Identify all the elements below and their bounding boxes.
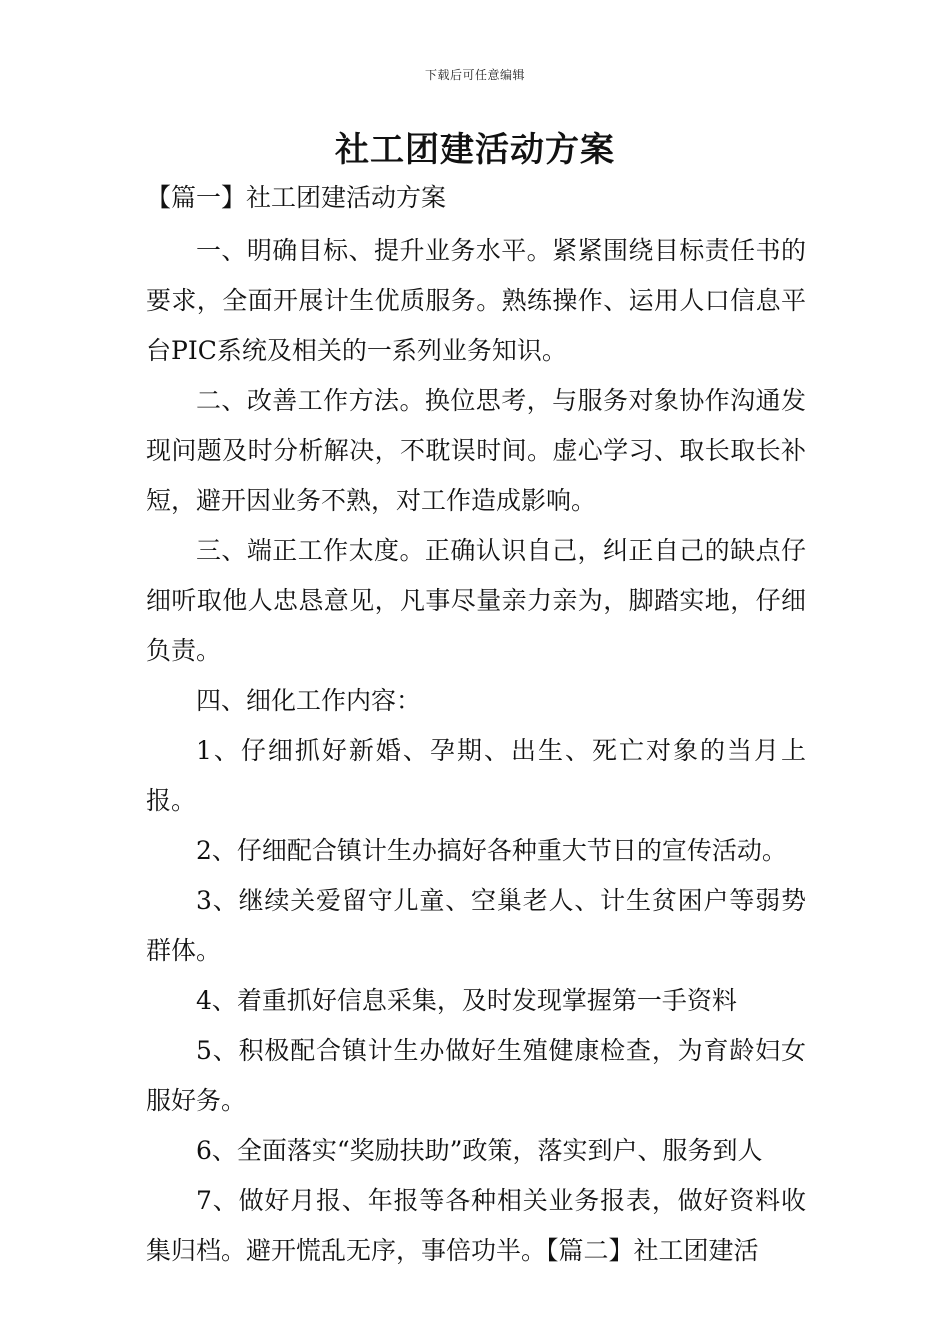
list-item: 6、全面落实“奖励扶助”政策，落实到户、服务到人 <box>196 1136 763 1165</box>
section-heading: 【篇一】社工团建活动方案 <box>146 183 447 212</box>
document-title: 社工团建活动方案 <box>335 130 615 170</box>
list-item: 2、仔细配合镇计生办搞好各种重大节日的宣传活动。 <box>196 836 787 865</box>
paragraph: 一、明确目标、提升业务水平。紧紧围绕目标责任书的要求，全面开展计生优质服务。熟练操作、运用人口信息平台PIC系统及相关的一系列业务知识。 <box>146 236 806 365</box>
list-item: 7、做好月报、年报等各种相关业务报表，做好资料收集归档。避开慌乱无序，事倍功半。【篇二】社工团建活 <box>146 1186 806 1265</box>
list-item: 3、继续关爱留守儿童、空巢老人、计生贫困户等弱势群体。 <box>146 886 806 965</box>
list-item: 1、仔细抓好新婚、孕期、出生、死亡对象的当月上报。 <box>146 736 806 815</box>
list-item: 4、着重抓好信息采集，及时发现掌握第一手资料 <box>196 986 737 1015</box>
paragraph: 四、细化工作内容： <box>196 686 422 715</box>
header-note: 下载后可任意编辑 <box>424 68 525 82</box>
paragraph: 三、端正工作太度。正确认识自己，纠正自己的缺点仔细听取他人忠恳意见，凡事尽量亲力亲为，脚踏实地，仔细负责。 <box>146 536 806 665</box>
list-item: 5、积极配合镇计生办做好生殖健康检查，为育龄妇女服好务。 <box>146 1036 806 1115</box>
document-body <box>146 226 806 1276</box>
paragraph: 二、改善工作方法。换位思考，与服务对象协作沟通发现问题及时分析解决，不耽误时间。虚心学习、取长取长补短，避开因业务不熟，对工作造成影响。 <box>146 386 806 515</box>
